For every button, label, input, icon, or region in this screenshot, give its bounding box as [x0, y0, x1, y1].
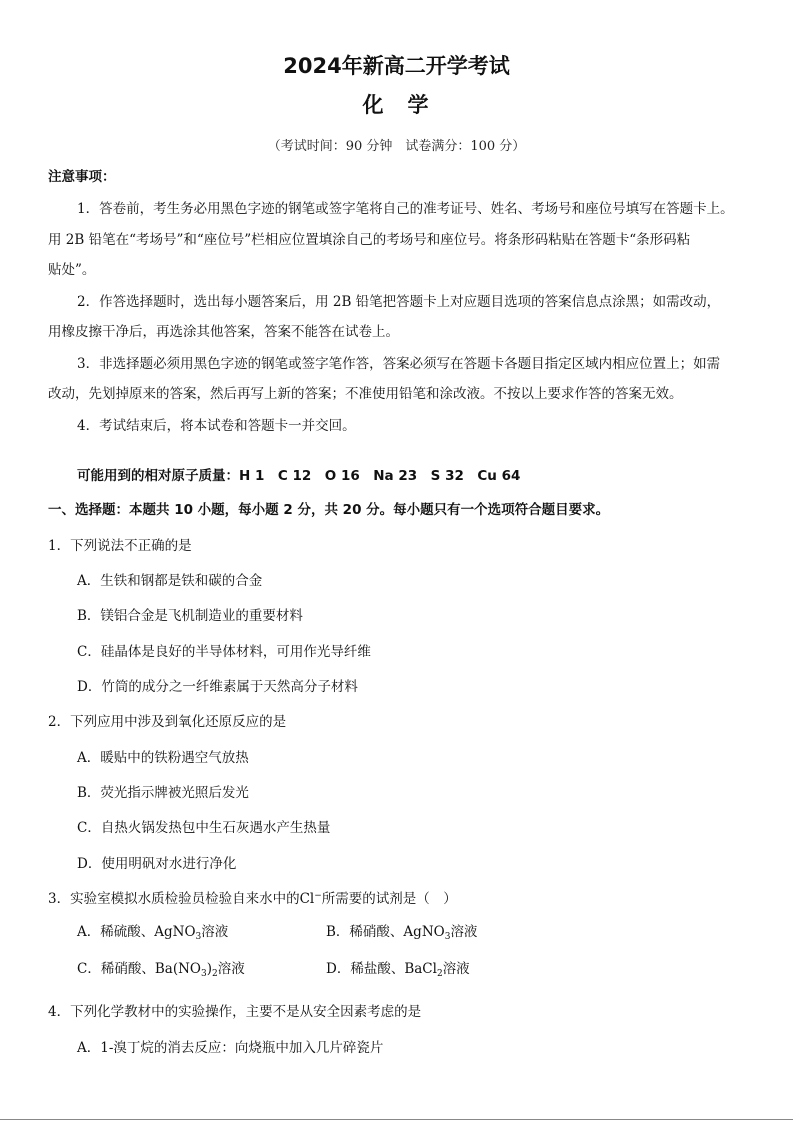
q1-option-a: A．生铁和钢都是铁和碳的合金	[77, 573, 263, 589]
q2-option-b: B．荧光指示牌被光照后发光	[77, 785, 249, 801]
q3-d-suffix: 溶液	[442, 961, 470, 977]
q3-c-subscript: 3	[200, 969, 207, 979]
q3-b-subscript: 3	[444, 932, 451, 942]
q3-d-subscript: 2	[436, 969, 443, 979]
q3-option-c	[77, 959, 245, 984]
q4-stem: 4．下列化学教材中的实验操作，主要不是从安全因素考虑的是	[48, 1004, 422, 1020]
chloride-ion: Cl	[299, 891, 315, 907]
q3-b-formula: AgNO	[403, 924, 445, 940]
atomic-masses: 可能用到的相对原子质量：H 1 C 12 O 16 Na 23 S 32 Cu 64	[77, 468, 521, 484]
q3-a-subscript: 3	[195, 932, 202, 942]
notice-item-2-line-1: 2．作答选择题时，选出每小题答案后，用 2B 铅笔把答题卡上对应题目选项的答案信息点涂黑；如需改动，	[77, 294, 721, 310]
q2-option-c: C．自热火锅发热包中生石灰遇水产生热量	[77, 820, 331, 836]
q3-a-formula: AgNO	[154, 924, 196, 940]
q3-stem-after: 所需要的试剂是（ ）	[321, 891, 457, 907]
subject-char-2: 学	[407, 93, 431, 117]
q3-c-prefix: C．稀硝酸、	[77, 961, 155, 977]
q3-b-prefix: B．稀硝酸、	[326, 924, 404, 940]
notice-item-3-line-1: 3．非选择题必须用黑色字迹的钢笔或签字笔作答，答案必须写在答题卡各题目指定区域内相应位置上；如需	[77, 356, 721, 372]
q3-c-close-paren: )	[206, 961, 212, 977]
notice-heading: 注意事项：	[48, 169, 116, 185]
subject-char-1: 化	[362, 93, 386, 117]
q2-stem: 2．下列应用中涉及到氧化还原反应的是	[48, 714, 287, 730]
q3-option-d	[326, 959, 470, 984]
page-bottom-rule	[0, 1119, 793, 1120]
q3-d-formula: BaCl	[404, 961, 437, 977]
subject-title	[0, 89, 793, 119]
q3-stem-before: 3．实验室模拟水质检验员检验自来水中的	[48, 891, 300, 907]
chloride-ion-charge: −	[314, 891, 322, 901]
q3-c-subscript-2: 2	[211, 969, 218, 979]
notice-item-2-line-2: 用橡皮擦干净后，再选涂其他答案，答案不能答在试卷上。	[48, 324, 399, 340]
q3-a-prefix: A．稀硫酸、	[77, 924, 155, 940]
q3-option-b	[326, 922, 477, 947]
notice-item-1-line-3: 贴处”。	[48, 262, 96, 278]
q3-b-suffix: 溶液	[450, 924, 478, 940]
q3-option-a	[77, 922, 228, 947]
notice-item-1-line-2: 用 2B 铅笔在“考场号”和“座位号”栏相应位置填涂自己的考场号和座位号。将条形码粘贴在答题卡“条形码粘	[48, 232, 691, 248]
q1-option-b: B．镁铝合金是飞机制造业的重要材料	[77, 608, 303, 624]
q3-d-prefix: D．稀盐酸、	[326, 961, 405, 977]
q2-option-a: A．暖贴中的铁粉遇空气放热	[77, 750, 249, 766]
notice-item-3-line-2: 改动，先划掉原来的答案，然后再写上新的答案；不准使用铅笔和涂改液。不按以上要求作答的答案无效。	[48, 386, 683, 402]
q4-option-a: A．1-溴丁烷的消去反应：向烧瓶中加入几片碎瓷片	[77, 1040, 384, 1056]
notice-item-1-line-1: 1．答卷前，考生务必用黑色字迹的钢笔或签字笔将自己的准考证号、姓名、考场号和座位号填写在答题卡上。	[77, 201, 734, 217]
q3-c-formula: Ba(NO	[154, 961, 201, 977]
q1-stem: 1．下列说法不正确的是	[48, 538, 192, 554]
q1-option-d: D．竹筒的成分之一纤维素属于天然高分子材料	[77, 679, 358, 695]
q2-option-d: D．使用明矾对水进行净化	[77, 856, 237, 872]
section-1-heading: 一、选择题：本题共 10 小题，每小题 2 分，共 20 分。每小题只有一个选项符合题目要求。	[48, 502, 610, 518]
notice-item-4-line-1: 4．考试结束后，将本试卷和答题卡一并交回。	[77, 418, 356, 434]
q1-option-c: C．硅晶体是良好的半导体材料，可用作光导纤维	[77, 644, 371, 660]
exam-title: 2024年新高二开学考试	[283, 54, 510, 78]
exam-info: （考试时间：90 分钟 试卷满分：100 分）	[267, 139, 526, 154]
q3-c-suffix: 溶液	[217, 961, 245, 977]
q3-a-suffix: 溶液	[201, 924, 229, 940]
q3-stem	[48, 886, 457, 909]
